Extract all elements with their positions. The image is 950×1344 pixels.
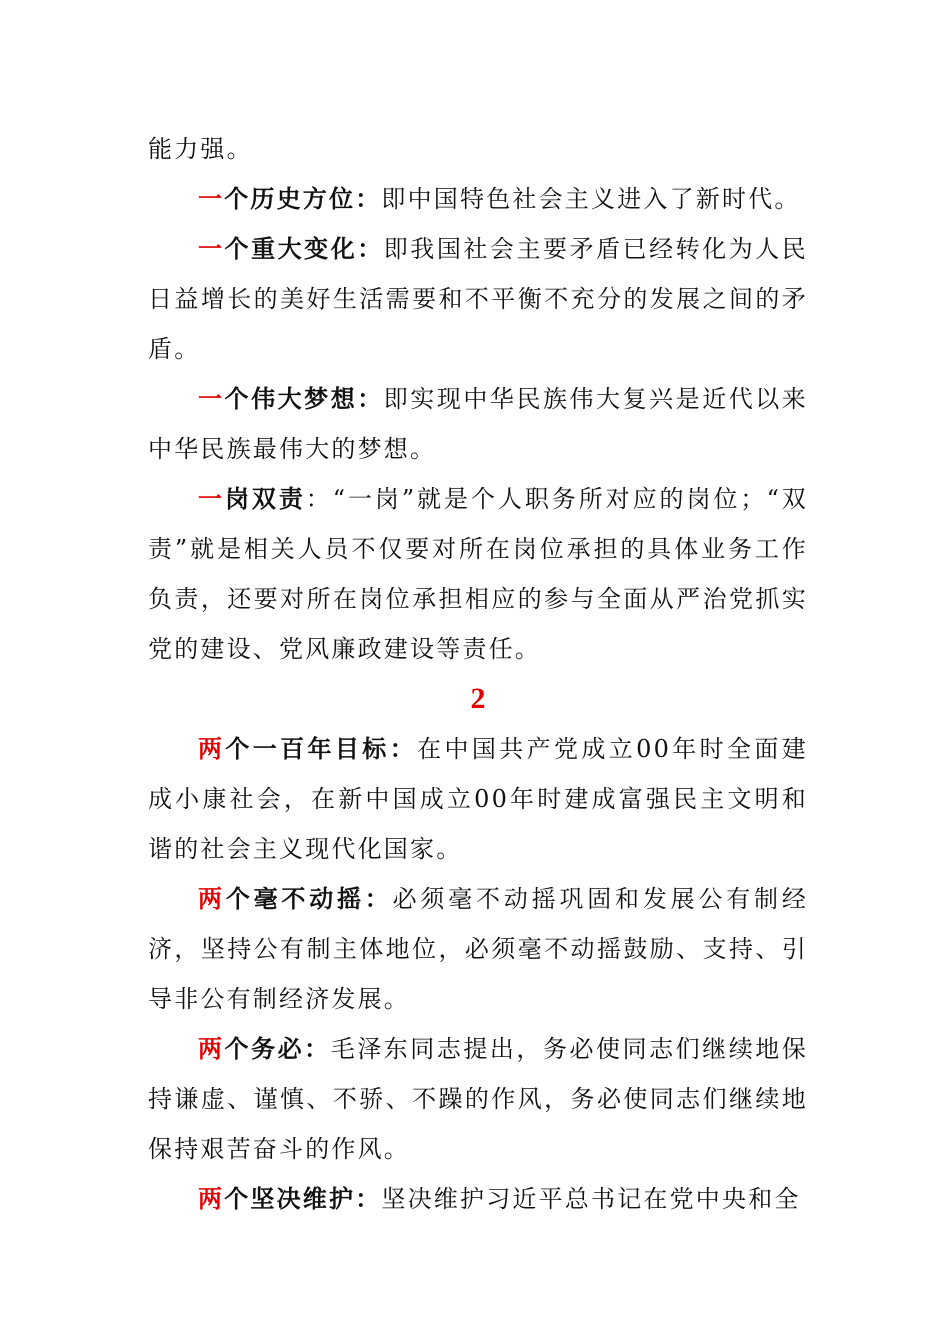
paragraph-great-dream xyxy=(148,374,808,474)
term-definition: ：“一岗”就是个人职务所对应的岗位；“双责”就是相关人员不仅要对所在岗位承担的具体业务工作负责，还要对所在岗位承担相应的参与全面从严治党抓实党的建设、党风廉政建设等责任。 xyxy=(148,485,809,663)
term-prefix: 一 xyxy=(198,384,225,413)
term-name: 个重大变化： xyxy=(224,234,384,263)
term-definition: 必须毫不动摇巩固和发展公有制经济，坚持公有制主体地位，必须毫不动摇鼓励、支持、引导非公有制经济发展。 xyxy=(148,885,809,1013)
term-definition: 即我国社会主要矛盾已经转化为人民日益增长的美好生活需要和不平衡不充分的发展之间的矛盾。 xyxy=(148,235,809,363)
term-prefix: 两 xyxy=(198,1184,225,1213)
section-number: 2 xyxy=(470,682,486,715)
term-definition: 在中国共产党成立00年时全面建成小康社会，在新中国成立00年时建成富强民主文明和谐的社会主义现代化国家。 xyxy=(148,735,808,863)
term-name: 个坚决维护： xyxy=(224,1184,382,1213)
continuation-text: 能力强。 xyxy=(148,135,253,163)
paragraph-two-upholds xyxy=(148,1174,808,1224)
term-name: 个伟大梦想： xyxy=(224,384,384,413)
term-prefix: 两 xyxy=(198,1034,225,1063)
paragraph-two-musts xyxy=(148,1024,808,1174)
paragraph-two-centenary-goals xyxy=(148,724,808,874)
term-definition: 坚决维护习近平总书记在党中央和全 xyxy=(381,1185,801,1213)
term-definition: 即实现中华民族伟大复兴是近代以来中华民族最伟大的梦想。 xyxy=(148,385,809,463)
term-name: 个一百年目标： xyxy=(225,734,418,763)
term-name: 个历史方位： xyxy=(224,184,382,213)
term-name: 岗双责 xyxy=(224,484,306,513)
term-prefix: 一 xyxy=(198,184,225,213)
term-prefix: 一 xyxy=(198,484,225,513)
term-name: 个务必： xyxy=(224,1034,331,1063)
continuation-paragraph xyxy=(148,124,808,174)
paragraph-major-change xyxy=(148,224,808,374)
term-definition: 毛泽东同志提出，务必使同志们继续地保持谦虚、谨慎、不骄、不躁的作风，务必使同志们继续地保持艰苦奋斗的作风。 xyxy=(148,1035,808,1163)
paragraph-one-post-two-duties xyxy=(148,474,808,674)
term-prefix: 一 xyxy=(198,234,225,263)
term-definition: 即中国特色社会主义进入了新时代。 xyxy=(381,185,801,213)
paragraph-historical-position xyxy=(148,174,808,224)
paragraph-two-unwavering xyxy=(148,874,808,1024)
document-body xyxy=(148,124,808,1224)
term-prefix: 两 xyxy=(198,884,226,913)
term-prefix: 两 xyxy=(198,734,226,763)
term-name: 个毫不动摇： xyxy=(225,884,393,913)
